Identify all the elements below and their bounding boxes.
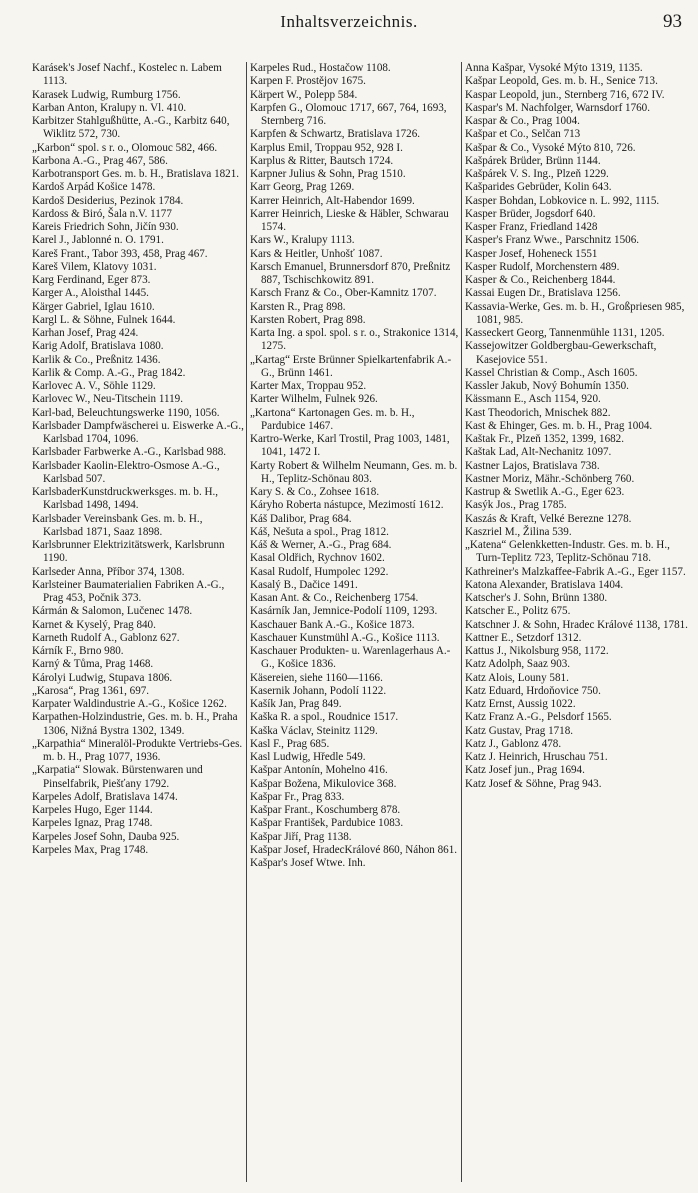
index-entry: Katona Alexander, Bratislava 1404. [465,578,624,591]
index-entry: Karbitzer Stahlgußhütte, A.-G., Karbitz 640, Wiklitz 572, 730. [32,115,230,141]
index-entry: Karnet & Kyselý, Prag 840. [32,618,156,631]
index-entry: Kašpar Božena, Mikulovice 368. [250,777,397,790]
index-entry: Kassejowitzer Goldbergbau-Gewerkschaft, Kasejovice 551. [465,340,657,366]
index-entry: Kargl L. & Söhne, Fulnek 1644. [32,313,176,326]
index-entry: Kasernik Johann, Podolí 1122. [250,684,387,697]
index-entry: Karrer Heinrich, Lieske & Häbler, Schwarau 1574. [250,207,449,233]
index-entry: Kaška R. a spol., Roudnice 1517. [250,711,399,724]
index-entry: Karlovec A. V., Söhle 1129. [32,380,156,392]
index-entry: Kaštak Lad, Alt-Nechanitz 1097. [465,446,612,459]
index-entry: Káš & Werner, A.-G., Prag 684. [250,539,392,551]
index-entry: Anna Kašpar, Vysoké Mýto 1319, 1135. [465,62,643,74]
index-entry: Karpathen-Holzindustrie, Ges. m. b. H., Praha 1306, Nižná Bystra 1302, 1349. [32,711,238,737]
index-entry: Kassai Eugen Dr., Bratislava 1256. [465,287,621,300]
index-entry: Katz Eduard, Hrdoňovice 750. [465,684,601,697]
index-entry: Kasper Franz, Friedland 1428 [465,221,598,233]
index-entry: Karsch Emanuel, Brunnersdorf 870, Preßnitz 887, Tschischkowitz 891. [250,260,451,286]
index-entry: „Karpatia“ Slowak. Bürstenwaren und Pinselfabrik, Piešťany 1792. [32,764,203,790]
index-entry: Kardoss & Biró, Šala n.V. 1177 [32,207,172,220]
index-entry: Kasper & Co., Reichenberg 1844. [465,274,616,286]
index-entry: Karlsbader Vereinsbank Ges. m. b. H., Karlsbad 1871, Saaz 1898. [32,512,203,538]
index-entry: Kaschauer Produkten- u. Warenlagerhaus A.-G., Košice 1836. [250,645,451,671]
index-entry: Kaspar's M. Nachfolger, Warnsdorf 1760. [465,101,650,114]
index-entry: Karter Max, Troppau 952. [250,380,367,392]
index-entry: Kareš Frant., Tabor 393, 458, Prag 467. [32,247,208,260]
index-entry: „Karpathia“ Mineralöl-Produkte Vertriebs-Ges. m. b. H., Prag 1077, 1936. [32,737,243,763]
index-entry: Kasl F., Prag 685. [250,737,330,750]
index-column-1 [32,62,244,1182]
index-entry: Kašpar Fr., Prag 833. [250,790,345,803]
index-entry: Kaschauer Kunstmühl A.-G., Košice 1113. [250,631,440,644]
index-entry: Kasýk Jos., Prag 1785. [465,499,567,512]
index-entry: Katz Alois, Louny 581. [465,671,569,684]
index-entry: Karsch Franz & Co., Ober-Kamnitz 1707. [250,287,437,300]
index-entry: Kárník F., Brno 980. [32,645,124,657]
index-entry: Káryho Roberta nástupce, Mezimostí 1612. [250,499,444,512]
index-entry: Karpeles Hugo, Eger 1144. [32,804,153,816]
index-entry: Karty Robert & Wilhelm Neumann, Ges. m. b. H., Teplitz-Schönau 803. [250,459,458,485]
index-entry: Karger A., Aloisthal 1445. [32,287,149,300]
index-entry: Kasper's Franz Wwe., Parschnitz 1506. [465,234,640,247]
index-entry: Karban Anton, Kralupy n. Vl. 410. [32,101,187,114]
index-entry: Karpeles Ignaz, Prag 1748. [32,817,153,830]
index-entry: Katz Ernst, Aussig 1022. [465,698,576,710]
index-entry: Karlsbader Kaolin-Elektro-Osmose A.-G., Karlsbad 507. [32,459,220,485]
index-entry: Kasárník Jan, Jemnice-Podolí 1109, 1293. [250,605,438,618]
index-entry: Kaszriel M., Žilina 539. [465,525,572,538]
index-entry: Katz Josef & Söhne, Prag 943. [465,777,602,790]
index-entry: Kašpárek Brüder, Brünn 1144. [465,154,601,167]
index-entry: Kärger Gabriel, Iglau 1610. [32,300,155,313]
index-entry: Kasalý B., Dačice 1491. [250,578,358,591]
index-entry: Karpeles Rud., Hostačow 1108. [250,62,391,74]
index-entry: Karpeles Adolf, Bratislava 1474. [32,790,178,803]
index-entry: Karlik & Co., Preßnitz 1436. [32,353,161,366]
index-entry: Karlsbrunner Elektrizitätswerk, Karlsbrunn 1190. [32,539,225,565]
index-entry: Karr Georg, Prag 1269. [250,181,355,194]
index-entry: Käsereien, siehe 1160—1166. [250,671,383,684]
page-number: 93 [663,11,682,32]
index-entry: Karpfen G., Olomouc 1717, 667, 764, 1693, Sternberg 716. [250,101,447,127]
index-entry: Káš, Nešuta a spol., Prag 1812. [250,525,389,538]
index-entry: „Katena“ Gelenkketten-Industr. Ges. m. b. H., Turn-Teplitz 723, Teplitz-Schönau 718. [465,539,670,565]
index-entry: Katz Josef jun., Prag 1694. [465,764,585,777]
column-divider [246,62,247,1182]
index-entry: Kast Theodorich, Mnischek 882. [465,406,611,419]
index-entry: Karig Adolf, Bratislava 1080. [32,340,164,353]
index-entry: Karpeles Josef Sohn, Dauba 925. [32,830,180,843]
column-divider [461,62,462,1182]
index-entry: Kaštak Fr., Plzeň 1352, 1399, 1682. [465,433,625,445]
index-entry: Katscher's J. Sohn, Brünn 1380. [465,592,608,604]
index-entry: Karpner Julius & Sohn, Prag 1510. [250,168,406,180]
index-entry: Kaspar Leopold, jun., Sternberg 716, 672 IV. [465,88,665,101]
index-entry: Kaschauer Bank A.-G., Košice 1873. [250,618,415,631]
index-entry: Karrer Heinrich, Alt-Habendor 1699. [250,194,415,207]
index-entry: Kars & Heitler, Unhošť 1087. [250,247,383,260]
index-entry: Kašík Jan, Prag 849. [250,698,342,710]
index-entry: Karlseder Anna, Příbor 374, 1308. [32,565,185,578]
index-entry: Kast & Ehinger, Ges. m. b. H., Prag 1004. [465,419,653,432]
index-entry: Karplus & Ritter, Bautsch 1724. [250,154,394,167]
index-entry: Kašpar & Co., Vysoké Mýto 810, 726. [465,141,636,154]
index-entry: Karasek Ludwig, Rumburg 1756. [32,88,181,101]
index-column-3 [465,62,688,1182]
page-header [0,12,698,42]
index-entry: Karplus Emil, Troppau 952, 928 I. [250,141,403,154]
index-entry: Kašpar et Co., Selčan 713 [465,128,581,141]
index-column-2 [250,62,460,1182]
index-entry: Karg Ferdinand, Eger 873. [32,274,151,286]
index-entry: Katz Adolph, Saaz 903. [465,658,571,671]
index-entry: Karlsteiner Baumaterialien Fabriken A.-G., Prag 453, Počnik 373. [32,578,225,604]
index-entry: Kaspar & Co., Prag 1004. [465,115,580,127]
index-entry: Katz Gustav, Prag 1718. [465,724,574,737]
index-entry: Karpfen & Schwartz, Bratislava 1726. [250,128,421,141]
index-entry: Karneth Rudolf A., Gablonz 627. [32,631,180,644]
index-entry: Kasal Oldřich, Rychnov 1602. [250,552,385,565]
index-entry: Karsten R., Prag 898. [250,300,346,313]
index-entry: Karlovec W., Neu-Titschein 1119. [32,393,183,406]
index-entry: Karbotransport Ges. m. b. H., Bratislava 1821. [32,168,240,180]
index-entry: Katz J., Gablonz 478. [465,737,562,750]
index-entry: Katschner J. & Sohn, Hradec Králové 1138, 1781. [465,618,688,631]
page-title: Inhaltsverzeichnis. [280,12,418,31]
index-entry: Kardoš Arpád Košice 1478. [32,181,156,194]
index-entry: „Kartona“ Kartonagen Ges. m. b. H., Pardubice 1467. [250,406,415,432]
index-entry: Karpeles Max, Prag 1748. [32,843,149,856]
index-entry: Kareis Friedrich Sohn, Jičín 930. [32,221,179,233]
index-entry: Kašpar's Josef Wtwe. Inh. [250,857,366,869]
index-entry: Karta Ing. a spol. spol. s r. o., Strakonice 1314, 1275. [250,327,459,353]
index-entry: Kašpar Antonín, Mohelno 416. [250,764,388,777]
index-entry: Kareš Vilem, Klatovy 1031. [32,260,157,273]
index-entry: Karel J., Jablonné n. O. 1791. [32,234,164,247]
index-entry: Karbona A.-G., Prag 467, 586. [32,154,168,167]
index-entry: Kassel Christian & Comp., Asch 1605. [465,366,638,379]
index-entry: „Karbon“ spol. s r. o., Olomouc 582, 466. [32,141,218,154]
index-entry: Kastner Moriz, Mähr.-Schönberg 760. [465,472,635,485]
index-entry: Kašpar František, Pardubice 1083. [250,817,404,830]
index-entry: Karlsbader Farbwerke A.-G., Karlsbad 988. [32,446,227,459]
index-entry: Kašpar Frant., Koschumberg 878. [250,804,401,816]
index-entry: KarlsbaderKunstdruckwerksges. m. b. H., Karlsbad 1498, 1494. [32,486,219,512]
index-entry: Kasper Bohdan, Lobkovice n. L. 992, 1115. [465,194,660,207]
index-entry: Kaška Václav, Steinitz 1129. [250,724,378,737]
index-entry: Karpater Waldindustrie A.-G., Košice 1262. [32,698,227,710]
index-entry: Kármán & Salomon, Lučenec 1478. [32,605,193,618]
index-entry: Kartro-Werke, Karl Trostil, Prag 1003, 1481, 1041, 1472 I. [250,433,450,459]
index-entry: Karl-bad, Beleuchtungswerke 1190, 1056. [32,406,220,419]
index-entry: Kašpar Leopold, Ges. m. b. H., Senice 713. [465,75,658,88]
index-entry: Kasper Brüder, Jogsdorf 640. [465,207,596,220]
index-entry: Karhan Josef, Prag 424. [32,327,139,339]
index-entry: Katz Franz A.-G., Pelsdorf 1565. [465,711,612,724]
index-entry: Kardoš Desiderius, Pezinok 1784. [32,194,184,207]
index-entry: Káš Dalibor, Prag 684. [250,512,352,525]
index-entry: Kasan Ant. & Co., Reichenberg 1754. [250,592,419,604]
index-entry: Katscher E., Politz 675. [465,605,571,618]
index-entry: Karný & Tůma, Prag 1468. [32,658,154,671]
index-entry: Karlik & Comp. A.-G., Prag 1842. [32,366,186,379]
index-entry: Kässmann E., Asch 1154, 920. [465,393,601,406]
index-entry: Kassavia-Werke, Ges. m. b. H., Großpriesen 985, 1081, 985. [465,300,685,326]
index-entry: Kattus J., Nikolsburg 958, 1172. [465,645,609,657]
index-entry: „Karosa“, Prag 1361, 697. [32,684,150,697]
index-entry: Kašpar Jiří, Prag 1138. [250,830,352,843]
index-entry: Kasper Josef, Hoheneck 1551 [465,247,598,260]
index-entry: Karlsbader Dampfwäscherei u. Eiswerke A.-G., Karlsbad 1704, 1096. [32,419,244,445]
index-entry: Kasper Rudolf, Morchenstern 489. [465,260,620,273]
index-entry: Károlyi Ludwig, Stupava 1806. [32,671,173,684]
index-entry: Kasseckert Georg, Tannenmühle 1131, 1205. [465,327,665,339]
index-entry: „Kartag“ Erste Brünner Spielkartenfabrik A.-G., Brünn 1461. [250,353,452,379]
index-entry: Kassler Jakub, Nový Bohumín 1350. [465,380,629,392]
index-entry: Kars W., Kralupy 1113. [250,234,355,247]
index-entry: Kary S. & Co., Zohsee 1618. [250,486,380,498]
index-entry: Kasal Rudolf, Humpolec 1292. [250,565,389,578]
index-entry: Kaszás & Kraft, Velké Berezne 1278. [465,512,632,525]
index-entry: Karásek's Josef Nachf., Kostelec n. Labem 1113. [32,62,222,88]
index-entry: Kastner Lajos, Bratislava 738. [465,459,600,472]
index-entry: Katz J. Heinrich, Hruschau 751. [465,751,608,763]
index-entry: Kathreiner's Malzkaffee-Fabrik A.-G., Eger 1157. [465,565,686,578]
index-entry: Karpen F. Prostějov 1675. [250,75,366,88]
index-entry: Karter Wilhelm, Fulnek 926. [250,393,378,406]
index-entry: Kärpert W., Polepp 584. [250,88,358,101]
index-entry: Kasl Ludwig, Hředle 549. [250,751,366,763]
index-entry: Kattner E., Setzdorf 1312. [465,631,582,644]
index-entry: Karsten Robert, Prag 898. [250,313,366,326]
index-entry: Kašpárek V. S. Ing., Plzeň 1229. [465,168,609,180]
index-entry: Kašpar Josef, HradecKrálové 860, Náhon 861. [250,843,458,856]
index-entry: Kastrup & Swetlik A.-G., Eger 623. [465,486,625,498]
index-entry: Kašparides Gebrüder, Kolin 643. [465,181,612,194]
